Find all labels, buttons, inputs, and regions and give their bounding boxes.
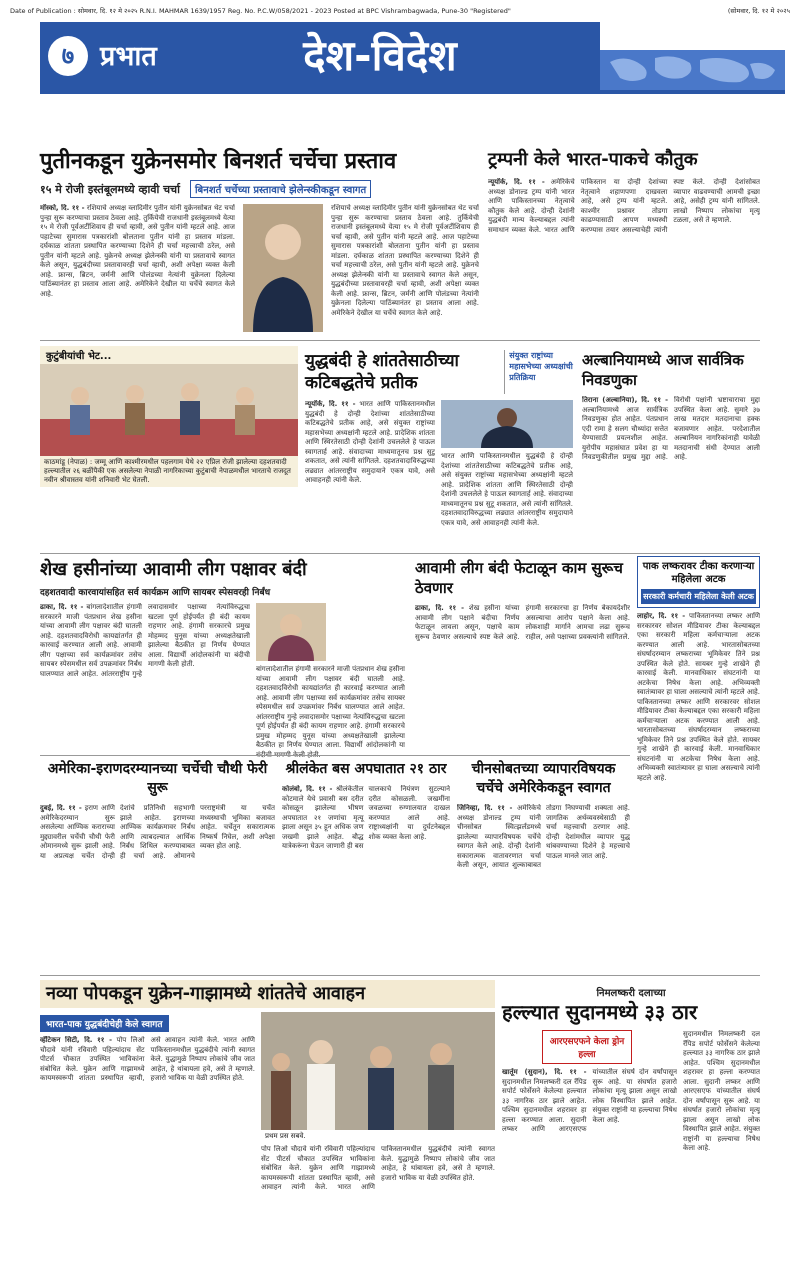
dateline: लाहोर, दि. ११ - (637, 612, 686, 620)
article-body-continued (441, 452, 573, 550)
dateline: न्यूयॉर्क, दि. ११ - (488, 178, 545, 186)
headline: ट्रम्पनी केले भारत-पाकचे कौतुक (488, 149, 698, 170)
headline: पुतीनकडून युक्रेनसमोर बिनशर्त चर्चेचा प्रस्ताव (40, 149, 397, 174)
divider (40, 340, 760, 341)
headline: चीनसोबतच्या व्यापारविषयक चर्चेचे अमेरिकेकडून स्वागत (471, 761, 616, 796)
dateline: व्हॅटिकन सिटी, दि. ११ - (40, 1036, 113, 1044)
divider (40, 553, 760, 554)
dateline: ढाका, दि. ११ - (415, 604, 465, 612)
headline: शेख हसीनांच्या आवामी लीग पक्षावर बंदी (40, 559, 307, 580)
story-ceasefire (305, 350, 575, 550)
article-body-continued (683, 1030, 760, 1255)
article-body (415, 604, 630, 784)
subheadline: दहशतवादी कारवायांसहित सर्व कार्यक्रम आणि सायबर स्पेसवरही निर्बंध (40, 588, 271, 598)
article-body (40, 1036, 255, 1241)
dateline: जिनिव्हा, दि. ११ - (457, 804, 513, 812)
body-text: शेख हसीना यांच्या आवामी लीग पक्षाने बंदीचा निर्णय फेटाळून लावला असून, पक्षाचे काम सुरूच ठेवणार असल्याचे स्पष्ट केले आहे. हंगामी सरकारचा हा निर्णय बेकायदेशीर असल्याचा आरोप पक्षाने केला आहे. लोकशाही मार्गाने आमचा लढा सुरूच राहील, असे पक्षाच्या प्रवक्त्यांनी सांगितले. (415, 604, 630, 641)
kicker: कुटुंबीयांची भेट... (40, 346, 298, 364)
story-awami-continue (415, 558, 630, 784)
inset-box: आरएसएफने केला ड्रोन हल्ला (542, 1030, 632, 1064)
publication-line (10, 6, 790, 18)
world-map-icon (600, 50, 785, 90)
story-us-iran (40, 760, 275, 964)
body-text: सुदानमधील निमलष्करी दल रॅपिड सपोर्ट फोर्सेसने केलेल्या हल्ल्यात ३३ नागरिक ठार झाले आहेत. पश्चिम सुदानमधील शहरावर हा हल्ला करण्यात आला. सुदानी लष्कर आणि आरएसएफ यांच्यातील संघर्ष दोन वर्षांपासून सुरू आहे. या संघर्षात हजारो लोकांचा मृत्यू झाला असून लाखो लोक विस्थापित झाले आहेत. संयुक्त राष्ट्रांनी या हल्ल्याचा निषेध केला आहे. (683, 1030, 760, 1152)
body-text: रशियाचे अध्यक्ष व्लादिमीर पुतीन यांनी युक्रेनसोबत थेट चर्चा पुन्हा सुरू करण्याचा प्रस्ताव ठेवला आहे. तुर्कियेची राजधानी इस्तंबूलमध्ये येत्या १५ मे रोजी पूर्वअटींशिवाय ही चर्चा व्हावी, असे पुतीन यांनी म्हटले आहे. आज पहाटेच्या सुमारास पत्रकारांशी बोलताना पुतीन यांनी हा प्रस्ताव मांडला. दर्घकाळ शांतता प्रस्थापित करण्याच्या दिशेने ही चर्चा महत्त्वाची ठरेल, असे पुतीन यांनी म्हटले आहे. युक्रेनचे अध्यक्ष झेलेन्स्की यांनी या प्रस्तावाचे स्वागत केले असून, युद्धबंदीच्या प्रस्तावावरही चर्चा व्हावी, अशी अपेक्षा व्यक्त केली आहे. फ्रान्स, ब्रिटन, जर्मनी आणि पोलंडच्या नेत्यांनी युक्रेनला दिलेल्या पाठिंब्यानंतर हा प्रस्ताव आला आहे. अमेरिकेने देखील या चर्चेचे स्वागत केले आहे. (40, 204, 235, 298)
dateline: दुबई, दि. ११ - (40, 804, 82, 812)
masthead (40, 22, 785, 140)
newspaper-logo: प्रभात (100, 41, 157, 72)
dateline: मॉस्को, दि. ११ - (40, 204, 85, 212)
headline: अल्बानियामध्ये आज सार्वत्रिक निवडणुका (582, 351, 744, 389)
publication-date: (सोमवार, दि. १२ मे २०२५ (727, 7, 790, 15)
story-sudan (502, 985, 760, 1263)
story-srilanka-bus (282, 760, 450, 945)
pope-photo (261, 1012, 495, 1130)
headline: नव्या पोपकडून युक्रेन-गाझामध्ये शांततेचे आवाहन (40, 980, 495, 1008)
story-awami-league-ban (40, 558, 405, 773)
subheadline: भारत-पाक युद्धबंदीचेही केले स्वागत (40, 1015, 169, 1032)
speaker-icon (441, 400, 573, 448)
speaker-photo (441, 400, 573, 448)
photo-caption: प्रथम प्रस सबवे. (265, 1132, 306, 1140)
section-bar (40, 22, 600, 90)
portrait-icon (243, 204, 323, 332)
article-body-continued (261, 1145, 495, 1235)
page-number: ७ (48, 36, 88, 76)
box-subtitle: सरकारी कर्मचारी महिलेला केली अटक (641, 589, 756, 604)
article-body (582, 396, 760, 546)
crowd-icon (261, 1012, 495, 1130)
body-text: बांगलादेशातील हंगामी सरकारने माजी पंतप्रधान शेख हसीना यांच्या आवामी लीग पक्षावर बंदी घातली आहे. दहशतवादविरोधी कायद्यांतर्गत ही कारवाई करण्यात आली आहे. आवामी लीग पक्षाच्या सर्व कार्यक्रमांवर तसेच सायबर स्पेसमधील सर्व उपक्रमांवर निर्बंध घालण्यात आले आहेत. आंतरराष्ट्रीय गुन्हे लवादासमोर पक्षाच्या नेत्यांविरुद्धचा खटला पूर्ण होईपर्यंत ही बंदी कायम राहणार आहे. हंगामी सरकारचे प्रमुख मोहम्मद युनूस यांच्या अध्यक्षतेखाली झालेल्या बैठकीत हा निर्णय घेण्यात आला. विद्यार्थी आंदोलकांनी या बंदीची मागणी केली होती. (40, 603, 250, 678)
body-text: श्रीलंकेतील कोटमाले येथे प्रवासी बस दरीत कोसळून झालेल्या भीषण अपघातात २१ जणांचा मृत्यू झाला असून ३५ हून अधिक जण जखमी झाले आहेत. बौद्ध यात्रेकरूंना घेऊन जाणारी ही बस चालकाचे नियंत्रण सुटल्याने दरीत कोसळली. जखमींना जवळच्या रुग्णालयात दाखल करण्यात आले आहे. राष्ट्राध्यक्षांनी या दुर्घटनेबद्दल शोक व्यक्त केला आहे. (282, 785, 450, 850)
dateline: ढाका, दि. ११ - (40, 603, 84, 611)
article-body (457, 804, 630, 964)
headline: आवामी लीग बंदी फेटाळून काम सुरूच ठेवणार (415, 559, 623, 597)
body-text: भारत आणि पाकिस्तानमधील युद्धबंदी हे दोन्ही देशांच्या शांततेसाठीच्या कटिबद्धतेचे प्रतीक आहे, असे संयुक्त राष्ट्रांच्या महासभेच्या अध्यक्षांनी म्हटले आहे. प्रादेशिक शांतता आणि स्थिरतेसाठी दोन्ही देशांनी उचललेले हे पाऊल स्वागतार्ह आहे. संवादाच्या माध्यमातूनच प्रश्न सुटू शकतात, असे त्यांनी सांगितले. दहशतवादाविरुद्धच्या लढ्यात आंतरराष्ट्रीय समुदायाने एकत्र यावे, असे आवाहनही त्यांनी केले. (441, 452, 573, 527)
article-body-continued (256, 665, 405, 773)
headline: अमेरिका-इराणदरम्यानच्या चर्चेची चौथी फेरी सुरू (47, 761, 268, 796)
story-pope (40, 980, 495, 1241)
putin-photo (243, 204, 323, 332)
dateline: न्यूयॉर्क, दि. ११ - (305, 400, 356, 408)
portrait-icon (256, 603, 326, 661)
body-text: रशियाचे अध्यक्ष व्लादिमीर पुतीन यांनी युक्रेनसोबत थेट चर्चा पुन्हा सुरू करण्याचा प्रस्ताव ठेवला आहे. तुर्कियेची राजधानी इस्तंबूलमध्ये येत्या १५ मे रोजी पूर्वअटींशिवाय ही चर्चा व्हावी, असे पुतीन यांनी म्हटले आहे. आज पहाटेच्या सुमारास पत्रकारांशी बोलताना पुतीन यांनी हा प्रस्ताव मांडला. दर्घकाळ शांतता प्रस्थापित करण्याच्या दिशेने ही चर्चा महत्त्वाची ठरेल, असे पुतीन यांनी म्हटले आहे. युक्रेनचे अध्यक्ष झेलेन्स्की यांनी या प्रस्तावाचे स्वागत केले असून, युद्धबंदीच्या प्रस्तावावरही चर्चा व्हावी, अशी अपेक्षा व्यक्त केली आहे. फ्रान्स, ब्रिटन, जर्मनी आणि पोलंडच्या नेत्यांनी युक्रेनला दिलेल्या पाठिंब्यानंतर हा प्रस्ताव आला आहे. अमेरिकेने देखील या चर्चेचे स्वागत केले आहे. (331, 204, 479, 317)
headline: युद्धबंदी हे शांततेसाठीच्या कटिबद्धतेचे प्रतीक (305, 351, 459, 393)
body-text: बांगलादेशातील हंगामी सरकारने माजी पंतप्रधान शेख हसीना यांच्या आवामी लीग पक्षावर बंदी घातली आहे. दहशतवादविरोधी कायद्यांतर्गत ही कारवाई करण्यात आली आहे. आवामी लीग पक्षाच्या सर्व कार्यक्रमांवर तसेच सायबर स्पेसमधील सर्व उपक्रमांवर निर्बंध घालण्यात आले आहेत. आंतरराष्ट्रीय गुन्हे लवादासमोर पक्षाच्या नेत्यांविरुद्धचा खटला पूर्ण होईपर्यंत ही बंदी कायम राहणार आहे. हंगामी सरकारचे प्रमुख मोहम्मद युनूस यांच्या अध्यक्षतेखाली झालेल्या बैठकीत हा निर्णय घेण्यात आला. विद्यार्थी आंदोलकांनी या (256, 665, 405, 749)
dateline: कोलंबो, दि. ११ - (282, 785, 333, 793)
box-title: पाक लष्करावर टीका करणाऱ्या महिलेला अटक (642, 561, 755, 585)
kicker: निमलष्करी दलाच्या (596, 988, 666, 999)
body-text: अमेरिकेचे अध्यक्ष डोनाल्ड ट्रम्प यांनी भारत आणि पाकिस्तानच्या नेतृत्वाचे कौतुक केले आहे. दोन्ही देशांनी युद्धबंदी मान्य केल्याबद्दल त्यांनी समाधान व्यक्त केले. भारत आणि पाकिस्तान या दोन्ही देशांच्या नेतृत्वाने शहाणपणा दाखवला आहे, असे ट्रम्प यांनी म्हटले. काश्मीर प्रश्नावर तोडगा काढण्यासाठी आपण मध्यस्थी करण्यास तयार असल्याचेही त्यांनी स्पष्ट केले. दोन्ही देशांसोबत व्यापार वाढवण्याची आमची इच्छा आहे, असेही ट्रम्प यांनी सांगितले. लाखो निष्पाप लोकांचा मृत्यू टळला, असे ते म्हणाले. (488, 178, 760, 234)
body-text: सुदानमधील निमलष्करी दल रॅपिड सपोर्ट फोर्सेसने केलेल्या हल्ल्यात ३३ नागरिक ठार झाले आहेत. पश्चिम सुदानमधील शहरावर हा हल्ला करण्यात आला. सुदानी लष्कर आणि आरएसएफ यांच्यातील संघर्ष दोन वर्षांपासून सुरू आहे. या संघर्षात हजारो लोकांचा मृत्यू झाला असून लाखो लोक विस्थापित झाले आहेत. संयुक्त राष्ट्रांनी या हल्ल्याचा निषेध केला आहे. (502, 1068, 677, 1133)
article-body-continued (331, 204, 479, 332)
article-body (305, 400, 435, 550)
headline: हल्ल्यात सुदानमध्ये ३३ ठार (502, 1000, 698, 1024)
people-icon (40, 364, 298, 456)
body-text: अमेरिकेचे अध्यक्ष डोनाल्ड ट्रम्प यांनी चीनसोबत स्वित्झर्लंडमध्ये झालेल्या व्यापारविषयक चर्चेचे स्वागत केले आहे. दोन्ही देशांनी सकारात्मक वातावरणात चर्चा केली असून, आयात शुल्काबाबत तोडगा निघण्याची शक्यता आहे. जागतिक अर्थव्यवस्थेसाठी ही चर्चा महत्त्वाची ठरणार आहे. दोन्ही देशांमधील व्यापार युद्ध थांबवण्याच्या दिशेने हे महत्त्वाचे पाऊल मानले जात आहे. (457, 804, 630, 869)
family-photo (40, 364, 298, 456)
section-title: देश-विदेश (303, 31, 457, 80)
body-text: भारत आणि पाकिस्तानमधील युद्धबंदी हे दोन्ही देशांच्या शांततेसाठीच्या कटिबद्धतेचे प्रतीक आहे, असे संयुक्त राष्ट्रांच्या महासभेच्या अध्यक्षांनी म्हटले आहे. प्रादेशिक शांतता आणि स्थिरतेसाठी दोन्ही देशांनी उचललेले हे पाऊल स्वागतार्ह आहे. संवादाच्या माध्यमातूनच प्रश्न सुटू शकतात, असे त्यांनी सांगितले. दहशतवादाविरुद्धच्या लढ्यात आंतरराष्ट्रीय समुदायाने एकत्र यावे, असे आवाहनही त्यांनी केले. (305, 400, 435, 484)
story-pak-arrest (637, 556, 760, 1007)
subheadline: १५ मे रोजी इस्तंबूलमध्ये व्हावी चर्चा (40, 182, 180, 196)
masthead-underline (40, 90, 785, 94)
dateline: खार्तूम (सुदान), दि. ११ - (502, 1068, 587, 1076)
article-body (488, 178, 760, 338)
body-text: पोप लिओ चौदावे यांनी रविवारी पहिल्यांदाच सेंट पीटर्स चौकात उपस्थित भाविकांना संबोधित केले. युक्रेन आणि गाझामध्ये कायमस्वरूपी शांतता प्रस्थापित व्हावी, असे आवाहन त्यांनी केले. भारत आणि पाकिस्तानमधील युद्धबंदीचे त्यांनी स्वागत केले. युद्धामुळे निष्पाप लोकांचे जीव जात आहेत, हे थांबायला हवे, असे ते म्हणाले. हजारो भाविक या वेळी उपस्थित होते. (40, 1036, 255, 1082)
dateline: तिराना (अल्बानिया), दि. ११ - (582, 396, 668, 404)
article-body (282, 785, 450, 945)
story-family-visit (40, 346, 298, 487)
hasina-photo (256, 603, 326, 661)
body-text: पाकिस्तानच्या लष्कर आणि सरकारवर सोशल मीडियावर टीका केल्याबद्दल एका सरकारी महिला कर्मचाऱ्याला अटक करण्यात आली आहे. भारतासोबतच्या संघर्षादरम्यान लष्कराच्या भूमिकेवर तिने प्रश्न उपस्थित केले होते. सायबर गुन्हे शाखेने ही कारवाई केली. मानवाधिकार संघटनांनी या अटकेचा निषेध केला आहे. अभिव्यक्ती स्वातंत्र्यावर हा घाला असल्याचे त्यांनी म्हटले आहे. (637, 612, 760, 696)
divider (40, 975, 760, 976)
photo-caption: काठमांडू (नेपाळ) : जम्मू आणि काश्मीरमधील पहलगाम येथे २२ एप्रिल रोजी झालेल्या दहशतवादी हल्ल्यातील २६ बळींपैकी एक असलेल्या नेपाळी नागरिकाच्या कुटुंबाची नेपाळमधील भारताचे राजदूत नवीन श्रीवास्तव यांनी शनिवारी भेट घेतली. (40, 456, 298, 487)
story-putin (40, 148, 485, 332)
story-china-trade (457, 760, 630, 964)
article-body (502, 1068, 677, 1263)
body-text: पाकिस्तानच्या लष्कर आणि सरकारवर सोशल मीडियावर टीका केल्याबद्दल एका सरकारी महिला कर्मचाऱ्याला अटक करण्यात आली आहे. भारतासोबतच्या संघर्षादरम्यान लष्कराच्या भूमिकेवर तिने प्रश्न उपस्थित केले होते. सायबर गुन्हे शाखेने ही कारवाई केली. मानवाधिकार संघटनांनी या अटकेचा निषेध केला आहे. अभिव्यक्ती स्वातंत्र्यावर हा घाला असल्याचे त्यांनी म्हटले आहे. (637, 697, 760, 782)
publication-info: Date of Publication : सोमवार, दि. १२ मे २०२५ R.N.I. MAHMAR 1639/1957 Reg. No. P.C.W/058/2021 - 2023 Posted at BPC Vishrambagwada, Pune-30 "Registered" (10, 7, 511, 15)
side-label: संयुक्त राष्ट्रांच्या महासभेच्या अध्यक्षांची प्रतिक्रिया (504, 350, 575, 394)
article-body (40, 204, 235, 332)
article-body (40, 804, 275, 964)
article-body (40, 603, 250, 773)
subheadline-box: बिनशर्त चर्चेच्या प्रस्तावाचे झेलेन्स्कीकडून स्वागत (190, 180, 371, 198)
article-body (637, 612, 760, 1007)
body-text: इराण आणि अमेरिकेदरम्यान सुरू असलेल्या आण्विक कराराच्या मुद्द्यावरील चर्चेची चौथी फेरी ओमानमध्ये सुरू झाली आहे. या अप्रत्यक्ष चर्चेत दोन्ही देशांचे प्रतिनिधी सहभागी झाले आहेत. इराणच्या आण्विक कार्यक्रमावर निर्बंध आणि त्याबदल्यात आर्थिक निर्बंध शिथिल करण्याबाबत ही चर्चा आहे. ओमानचे परराष्ट्रमंत्री या चर्चेत मध्यस्थाची भूमिका बजावत आहेत. चर्चेतून सकारात्मक निष्कर्ष निघेल, अशी अपेक्षा व्यक्त होत आहे. (40, 804, 275, 860)
body-text: पोप लिओ चौदावे यांनी रविवारी पहिल्यांदाच सेंट पीटर्स चौकात उपस्थित भाविकांना संबोधित केले. युक्रेन आणि गाझामध्ये कायमस्वरूपी शांतता प्रस्थापित व्हावी, असे आवाहन त्यांनी केले. भारत आणि पाकिस्तानमधील युद्धबंदीचे त्यांनी स्वागत केले. युद्धामुळे निष्पाप लोकांचे जीव जात आहेत, हे थांबायला हवे, असे ते म्हणाले. हजारो भाविक या वेळी उपस्थित होते. (261, 1145, 495, 1191)
divider (40, 755, 630, 756)
headline: श्रीलंकेत बस अपघातात २१ ठार (285, 761, 447, 777)
story-albania (582, 350, 760, 546)
story-trump (488, 148, 760, 338)
body-text: अल्बानियामध्ये आज सार्वत्रिक निवडणुका होत आहेत. पंतप्रधान एदी रामा हे सलग चौथ्यांदा सत्तेत येण्यासाठी प्रयत्नशील आहेत. युरोपीय महासंघात प्रवेश हा या निवडणुकीतील प्रमुख मुद्दा आहे. विरोधी पक्षांनी भ्रष्टाचाराचा मुद्दा उपस्थित केला आहे. सुमारे ३७ लाख मतदार मतदानाचा हक्क बजावणार आहेत. परदेशातील अल्बानियन नागरिकांनाही यावेळी मतदानाची संधी देण्यात आली आहे. (582, 396, 760, 461)
